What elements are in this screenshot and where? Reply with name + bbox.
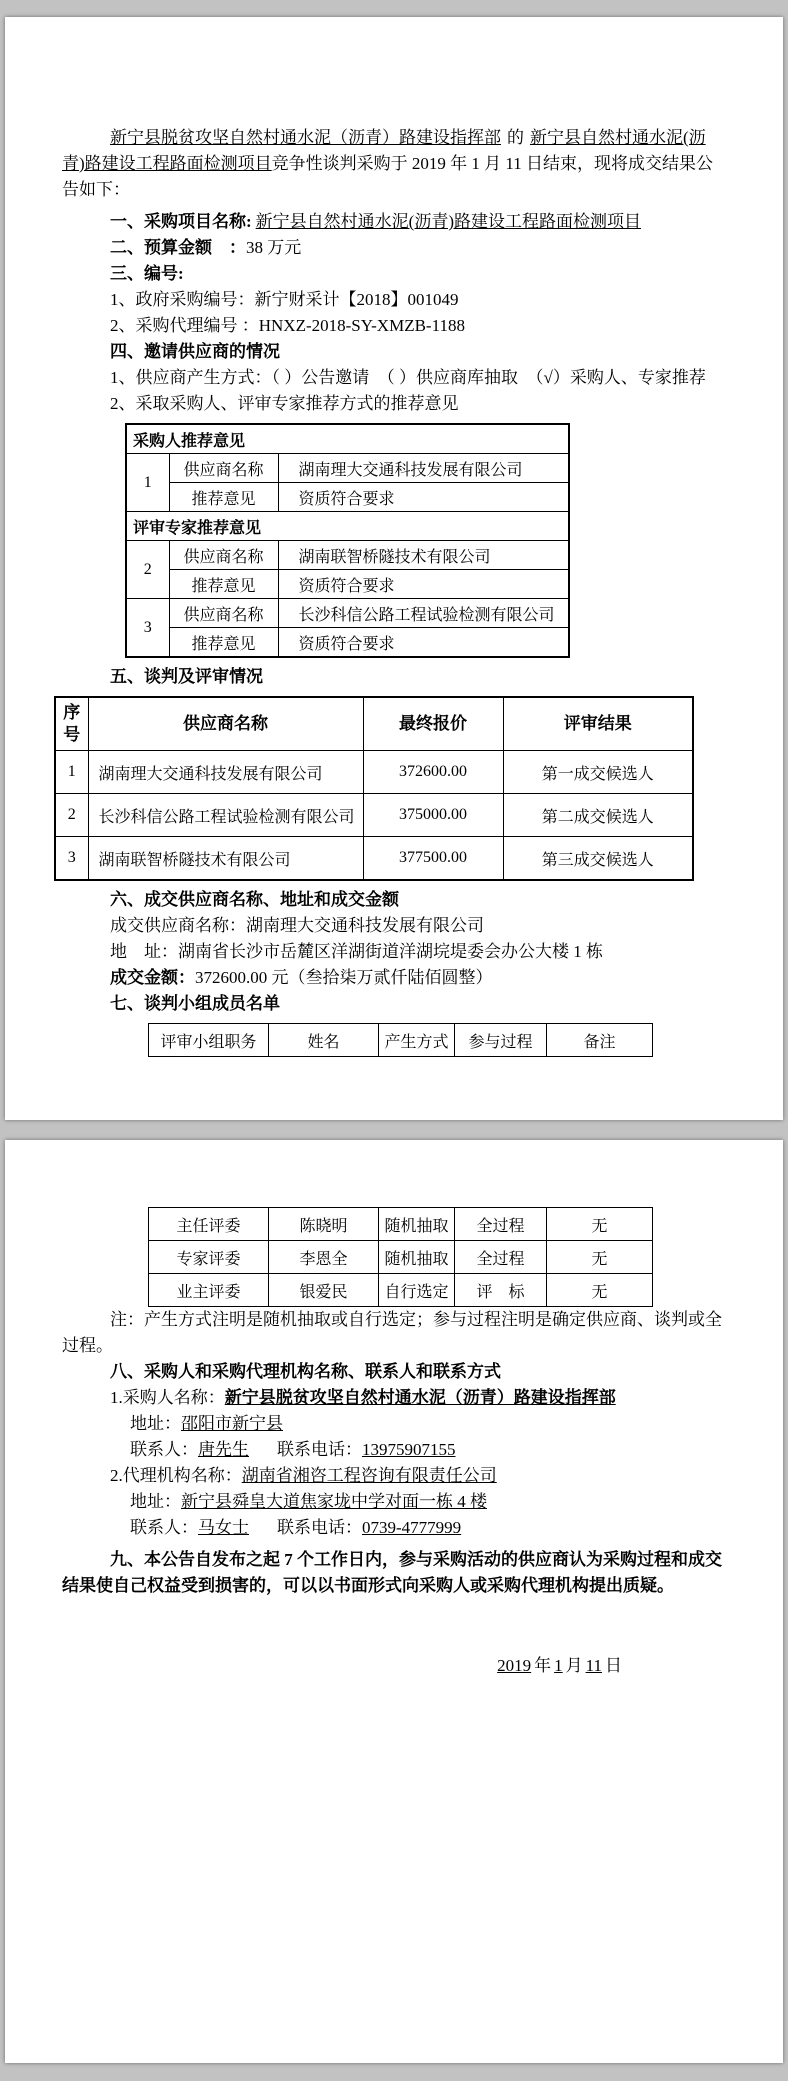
supplier-name-label: 供应商名称 xyxy=(169,541,278,570)
section-4-heading: 四、邀请供应商的情况 xyxy=(110,342,280,361)
supplier-name-value: 湖南联智桥隧技术有限公司 xyxy=(278,541,569,570)
role-cell: 主任评委 xyxy=(149,1208,269,1241)
date-day-unit: 日 xyxy=(605,1656,622,1675)
agency-phone-value: 0739-4777999 xyxy=(362,1518,462,1537)
table-row xyxy=(55,837,693,881)
purchaser-contact-label: 联系人： xyxy=(130,1440,198,1459)
opinion-label: 推荐意见 xyxy=(169,628,278,658)
agency-address-value: 新宁县舜皇大道焦家垅中学对面一栋 4 楼 xyxy=(181,1492,487,1511)
intro-rest: 竞争性谈判采购于 2019 年 1 月 11 日结束，现将成交结果公告如下： xyxy=(62,154,714,199)
panel-member-table-header xyxy=(148,1023,653,1057)
col-header-name: 姓名 xyxy=(269,1024,379,1057)
table-row xyxy=(126,628,569,658)
col-header-remark: 备注 xyxy=(547,1024,653,1057)
table-row xyxy=(149,1241,653,1274)
table-row xyxy=(149,1208,653,1241)
date-month: 1 xyxy=(554,1656,563,1675)
intro-paragraph xyxy=(62,125,726,203)
remark-cell: 无 xyxy=(547,1274,653,1307)
result-cell: 第一成交候选人 xyxy=(503,751,693,794)
col-header-seq: 序号 xyxy=(55,697,88,751)
gov-procurement-number: 1、政府采购编号：新宁财采计【2018】001049 xyxy=(110,290,459,309)
method-cell: 随机抽取 xyxy=(379,1241,455,1274)
method-cell: 随机抽取 xyxy=(379,1208,455,1241)
section-2-value: 38 万元 xyxy=(246,238,302,257)
table-note: 注：产生方式注明是随机抽取或自行选定；参与过程注明是确定供应商、谈判或全过程。 xyxy=(62,1310,722,1355)
remark-cell: 无 xyxy=(547,1208,653,1241)
col-header-role: 评审小组职务 xyxy=(149,1024,269,1057)
name-cell: 陈晓明 xyxy=(269,1208,379,1241)
group-number: 2 xyxy=(126,541,169,599)
price-cell: 372600.00 xyxy=(363,751,503,794)
expert-recommendation-header: 评审专家推荐意见 xyxy=(126,512,569,541)
document-page-2 xyxy=(5,1140,783,2063)
group-number: 1 xyxy=(126,454,169,512)
result-cell: 第三成交候选人 xyxy=(503,837,693,881)
date-month-unit: 月 xyxy=(565,1656,583,1675)
agency-contact-line xyxy=(62,1515,726,1541)
purchaser-name-value: 新宁县脱贫攻坚自然村通水泥（沥青）路建设指挥部 xyxy=(224,1388,616,1407)
section-6-heading: 六、成交供应商名称、地址和成交金额 xyxy=(110,890,399,909)
project-name-inline: 新宁县自然村通水泥(沥青)路建设工程路面检测项目 xyxy=(62,128,706,173)
section-3-heading: 三、编号: xyxy=(110,264,184,283)
table-header-row xyxy=(55,697,693,751)
buyer-name: 新宁县脱贫攻坚自然村通水泥（沥青）路建设指挥部 xyxy=(110,128,501,147)
recommendation-method-line: 2、采取采购人、评审专家推荐方式的推荐意见 xyxy=(110,394,459,413)
col-header-supplier: 供应商名称 xyxy=(88,697,363,751)
agency-contact-value: 马女士 xyxy=(198,1518,249,1537)
col-header-process: 参与过程 xyxy=(455,1024,547,1057)
document-page-1 xyxy=(5,17,783,1120)
section-8-heading: 八、采购人和采购代理机构名称、联系人和联系方式 xyxy=(110,1362,501,1381)
process-cell: 评 标 xyxy=(455,1274,547,1307)
purchaser-phone-label: 联系电话： xyxy=(277,1440,362,1459)
agency-name-label: 2.代理机构名称： xyxy=(110,1466,242,1485)
evaluation-result-table xyxy=(54,696,694,881)
agency-contact-label: 联系人： xyxy=(130,1518,198,1537)
supplier-name-value: 湖南理大交通科技发展有限公司 xyxy=(278,454,569,483)
supplier-name-value: 长沙科信公路工程试验检测有限公司 xyxy=(278,599,569,628)
table-row xyxy=(126,454,569,483)
remark-cell: 无 xyxy=(547,1241,653,1274)
announcement-date xyxy=(5,1653,625,1679)
panel-member-table-body xyxy=(148,1207,653,1307)
supplier-selection-method-line: 1、供应商产生方式：（ ）公告邀请 （ ）供应商库抽取 （√）采购人、专家推荐 xyxy=(110,368,706,387)
agency-name-value: 湖南省湘咨工程咨询有限责任公司 xyxy=(241,1466,497,1485)
name-cell: 银爱民 xyxy=(269,1274,379,1307)
supplier-cell: 湖南联智桥隧技术有限公司 xyxy=(88,837,363,881)
purchaser-contact-line xyxy=(62,1437,726,1463)
agency-procurement-number: 2、采购代理编号 ：HNXZ-2018-SY-XMZB-1188 xyxy=(110,316,465,335)
price-cell: 375000.00 xyxy=(363,794,503,837)
section-1-heading: 一、采购项目名称: xyxy=(110,212,252,231)
col-header-result: 评审结果 xyxy=(503,697,693,751)
purchaser-address-label: 地址： xyxy=(130,1414,181,1433)
opinion-value: 资质符合要求 xyxy=(278,628,569,658)
table-row xyxy=(126,541,569,570)
agency-phone-label: 联系电话： xyxy=(277,1518,362,1537)
section-2-heading: 二、预算金额 ： xyxy=(110,238,246,257)
seq-cell: 2 xyxy=(55,794,88,837)
purchaser-address-line xyxy=(62,1411,726,1437)
purchaser-recommendation-header: 采购人推荐意见 xyxy=(126,424,569,454)
award-amount-line xyxy=(62,965,726,991)
result-cell: 第二成交候选人 xyxy=(503,794,693,837)
name-cell: 李恩全 xyxy=(269,1241,379,1274)
date-day: 11 xyxy=(585,1656,602,1675)
opinion-value: 资质符合要求 xyxy=(278,570,569,599)
process-cell: 全过程 xyxy=(455,1241,547,1274)
supplier-cell: 长沙科信公路工程试验检测有限公司 xyxy=(88,794,363,837)
group-number: 3 xyxy=(126,599,169,658)
purchaser-address-value: 邵阳市新宁县 xyxy=(181,1414,283,1433)
agency-address-label: 地址： xyxy=(130,1492,181,1511)
role-cell: 业主评委 xyxy=(149,1274,269,1307)
col-header-price: 最终报价 xyxy=(363,697,503,751)
opinion-value: 资质符合要求 xyxy=(278,483,569,512)
award-amount-label: 成交金额： xyxy=(110,968,195,987)
agency-address-line xyxy=(62,1489,726,1515)
process-cell: 全过程 xyxy=(455,1208,547,1241)
section-2-line xyxy=(62,235,726,261)
supplier-name-label: 供应商名称 xyxy=(169,454,278,483)
date-year: 2019 xyxy=(497,1656,532,1675)
table-row xyxy=(126,483,569,512)
table-row xyxy=(55,794,693,837)
purchaser-name-label: 1.采购人名称： xyxy=(110,1388,225,1407)
supplier-name-label: 供应商名称 xyxy=(169,599,278,628)
price-cell: 377500.00 xyxy=(363,837,503,881)
section-5-heading: 五、谈判及评审情况 xyxy=(110,667,263,686)
seq-cell: 3 xyxy=(55,837,88,881)
supplier-cell: 湖南理大交通科技发展有限公司 xyxy=(88,751,363,794)
section-1-line xyxy=(62,209,726,235)
table-header-row xyxy=(149,1024,653,1057)
purchaser-contact-value: 唐先生 xyxy=(198,1440,249,1459)
table-row xyxy=(126,570,569,599)
section-7-heading: 七、谈判小组成员名单 xyxy=(110,994,280,1013)
section-9-paragraph: 九、本公告自发布之起 7 个工作日内，参与采购活动的供应商认为采购过程和成交结果使自己权益受到损害的，可以以书面形式向采购人或采购代理机构提出质疑。 xyxy=(62,1550,722,1595)
method-cell: 自行选定 xyxy=(379,1274,455,1307)
opinion-label: 推荐意见 xyxy=(169,483,278,512)
intro-conjunction: 的 xyxy=(507,128,524,147)
table-row xyxy=(126,424,569,454)
date-year-unit: 年 xyxy=(534,1656,552,1675)
award-address-line: 地 址：湖南省长沙市岳麓区洋湖街道洋湖垸堤委会办公大楼 1 栋 xyxy=(110,942,603,961)
table-row xyxy=(55,751,693,794)
opinion-label: 推荐意见 xyxy=(169,570,278,599)
section-1-value: 新宁县自然村通水泥(沥青)路建设工程路面检测项目 xyxy=(255,212,641,231)
col-header-method: 产生方式 xyxy=(379,1024,455,1057)
award-amount-value: 372600.00 元（叁拾柒万贰仟陆佰圆整） xyxy=(195,968,493,987)
table-row xyxy=(126,512,569,541)
recommendation-table xyxy=(125,423,570,658)
award-supplier-line: 成交供应商名称：湖南理大交通科技发展有限公司 xyxy=(110,916,484,935)
role-cell: 专家评委 xyxy=(149,1241,269,1274)
purchaser-name-line xyxy=(62,1385,726,1411)
table-row xyxy=(126,599,569,628)
seq-cell: 1 xyxy=(55,751,88,794)
table-row xyxy=(149,1274,653,1307)
purchaser-phone-value: 13975907155 xyxy=(362,1440,456,1459)
agency-name-line xyxy=(62,1463,726,1489)
